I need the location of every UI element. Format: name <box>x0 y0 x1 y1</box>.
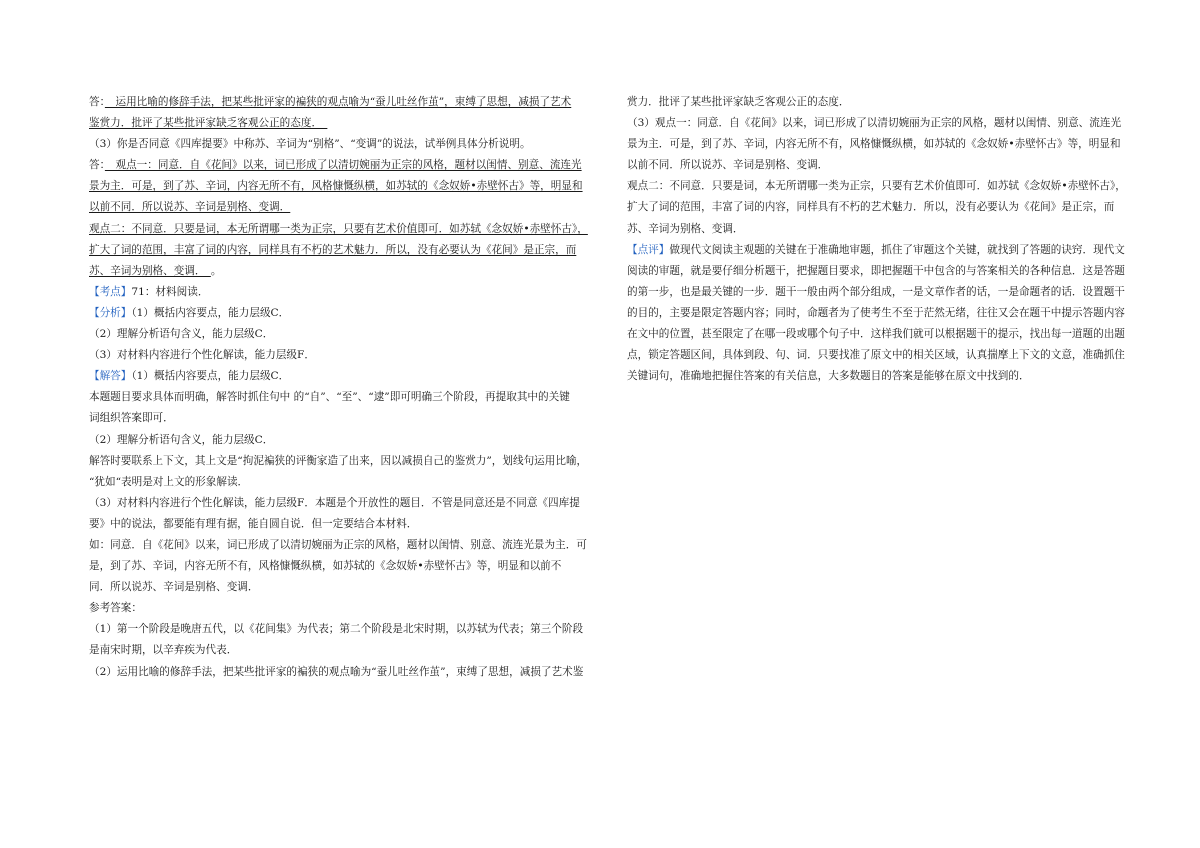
text-line <box>89 451 589 472</box>
text-run: 是，到了苏、辛词，内容无所不有，风格慷慨纵横，如苏轼的《念奴娇•赤壁怀古》等，明显和以前不 <box>89 560 562 573</box>
text-line <box>89 282 589 303</box>
text-run: 解答时要联系上下文，其上文是“拘泥褊狭的评衡家造了出来，因以减损自己的鉴赏力”，划线句运用比喻， <box>89 454 588 467</box>
text-line <box>89 303 589 324</box>
text-run: （3）对材料内容进行个性化解读，能力层级F．本题是个开放性的题目．不管是同意还是不同意《四库提 <box>89 496 580 509</box>
text-line <box>89 176 589 197</box>
text-run: 阅读的审题，就是要仔细分析题干，把握题目要求，即把握题干中包含的与答案相关的各种信息．这是答题 <box>627 264 1125 277</box>
text-line <box>89 430 589 451</box>
text-line <box>627 282 1127 303</box>
text-run: 的目的，主要是限定答题内容；同时，命题者为了使考生不至于茫然无绪，往往又会在题干中提示答题内容 <box>627 306 1125 319</box>
text-line <box>89 134 589 155</box>
text-line <box>627 197 1127 218</box>
text-run: （3）对材料内容进行个性化解读，能力层级F． <box>89 349 315 362</box>
text-line <box>89 535 589 556</box>
text-run: （1）概括内容要点，能力层级C． <box>131 370 290 383</box>
text-line <box>89 261 589 282</box>
text-line <box>89 155 589 176</box>
text-line <box>627 261 1127 282</box>
left-column <box>89 92 589 683</box>
text-run: 本题题目要求具体而明确，解答时抓住句中 的“自”、“至”、“逮”即可明确三个阶段，再提取其中的关键 <box>89 391 570 404</box>
text-run: （3）观点一：同意．自《花间》以来，词已形成了以清切婉丽为正宗的风格，题材以闺情、别意、流连光 <box>627 117 1122 130</box>
text-line <box>627 113 1127 134</box>
text-run: 做现代文阅读主观题的关键在于准确地审题，抓住了审题这个关键，就找到了答题的诀窍．现代文 <box>669 243 1125 256</box>
section-tag: 【解答】 <box>89 370 132 383</box>
text-run: 是南宋时期，以辛弃疾为代表． <box>89 644 238 657</box>
text-run: 参考答案： <box>89 602 142 615</box>
section-tag: 【分析】 <box>89 306 132 319</box>
text-run: 答： <box>89 96 105 108</box>
text-run: 赏力．批评了某些批评家缺乏客观公正的态度． <box>627 96 850 108</box>
text-run: 以前不同．所以说苏、辛词是别格、变调． <box>89 201 291 214</box>
text-run: 同．所以说苏、辛词是别格、变调． <box>89 581 259 594</box>
text-line <box>627 366 1127 387</box>
text-line <box>89 240 589 261</box>
text-run: （2）理解分析语句含义，能力层级C． <box>89 328 274 341</box>
text-line <box>89 219 589 240</box>
text-line <box>89 345 589 366</box>
text-run: 观点二：不同意．只要是词，本无所谓哪一类为正宗，只要有艺术价值即可．如苏轼《念奴娇•赤壁怀古》， <box>627 180 1126 193</box>
text-line <box>627 92 1127 113</box>
text-run: 的第一步，也是最关键的一步．题干一般由两个部分组成，一是文章作者的话，一是命题者的话．设置题干 <box>627 285 1125 298</box>
text-line <box>89 387 589 408</box>
text-line <box>89 662 589 683</box>
text-line <box>627 324 1127 345</box>
text-line <box>627 176 1127 197</box>
text-run: 如：同意．自《花间》以来，词已形成了以清切婉丽为正宗的风格，题材以闺情、别意、流连光景为主．可 <box>89 538 587 551</box>
text-line <box>627 134 1127 155</box>
text-run: 。 <box>210 264 222 277</box>
text-run: 关键词句，准确地把握住答案的有关信息，大多数题目的答案是能够在原文中找到的． <box>627 370 1030 383</box>
text-line <box>89 197 589 218</box>
text-run: （1）第一个阶段是晚唐五代，以《花间集》为代表；第二个阶段是北宋时期，以苏轼为代表；第三个阶段 <box>89 623 584 636</box>
text-run: 苏、辛词为别格、变调． <box>627 222 744 235</box>
text-run: 答： <box>89 159 105 172</box>
text-run: （2）运用比喻的修辞手法，把某些批评家的褊狭的观点喻为“蚕儿吐丝作茧”，束缚了思想，减损了艺术鉴 <box>89 665 584 678</box>
text-line <box>89 472 589 493</box>
text-run: “犹如“表明是对上文的形象解读． <box>89 475 249 488</box>
text-line <box>89 324 589 345</box>
text-line <box>627 155 1127 176</box>
text-line <box>89 514 589 535</box>
text-line <box>627 240 1127 261</box>
text-run: 鉴赏力．批评了某些批评家缺乏客观公正的态度． <box>89 117 328 130</box>
section-tag: 【考点】 <box>89 285 132 298</box>
text-run: 观点一：同意．自《花间》以来，词已形成了以清切婉丽为正宗的风格，题材以闺情、别意、流连光 <box>104 159 582 172</box>
text-run: （3）你是否同意《四库提要》中称苏、辛词为“别格”、“变调”的说法，试举例具体分析说明。 <box>89 138 531 151</box>
text-line <box>89 113 589 134</box>
text-line <box>89 408 589 429</box>
text-line <box>89 92 589 113</box>
text-line <box>89 598 589 619</box>
text-run: 扩大了词的范围，丰富了词的内容，同样具有不朽的艺术魅力．所以，没有必要认为《花间》是正宗，而 <box>627 201 1115 214</box>
text-run: 运用比喻的修辞手法，把某些批评家的褊狭的观点喻为“蚕儿吐丝作茧”，束缚了思想，减损了艺术 <box>104 96 572 108</box>
text-line <box>89 577 589 598</box>
text-line <box>89 493 589 514</box>
text-run: （1）概括内容要点，能力层级C． <box>131 306 290 319</box>
text-line <box>89 619 589 640</box>
text-line <box>627 303 1127 324</box>
text-line <box>627 345 1127 366</box>
text-run: 在文中的位置，甚至限定了在哪一段或哪个句子中．这样我们就可以根据题干的提示，找出每一道题的出题 <box>627 328 1125 341</box>
text-line <box>89 366 589 387</box>
right-column <box>627 92 1127 387</box>
text-run: 词组织答案即可． <box>89 412 174 425</box>
text-run: 苏、辛词为别格、变调． <box>89 264 211 277</box>
text-run: 景为主．可是，到了苏、辛词，内容无所不有，风格慷慨纵横，如苏轼的《念奴娇•赤壁怀古》等，明显和 <box>627 138 1121 151</box>
text-run: 景为主．可是，到了苏、辛词，内容无所不有，风格慷慨纵横，如苏轼的《念奴娇•赤壁怀古》等，明显和 <box>89 180 583 193</box>
text-run: （2）理解分析语句含义，能力层级C． <box>89 433 274 446</box>
text-run: 观点二：不同意．只要是词，本无所谓哪一类为正宗，只要有艺术价值即可．如苏轼《念奴娇•赤壁怀古》， <box>89 222 588 235</box>
text-run: 要》中的说法，都要能有理有据，能自圆自说．但一定要结合本材料． <box>89 517 418 530</box>
text-run: 以前不同．所以说苏、辛词是别格、变调． <box>627 159 829 172</box>
section-tag: 【点评】 <box>627 243 670 256</box>
text-line <box>89 556 589 577</box>
text-line <box>627 219 1127 240</box>
text-run: 点，锁定答题区间，具体到段、句、词．只要找准了原文中的相关区域，认真揣摩上下文的文意，准确抓住 <box>627 349 1125 362</box>
text-run: 71：材料阅读． <box>131 285 209 298</box>
text-line <box>89 640 589 661</box>
text-run: 扩大了词的范围，丰富了词的内容，同样具有不朽的艺术魅力．所以，没有必要认为《花间》是正宗，而 <box>89 243 577 256</box>
